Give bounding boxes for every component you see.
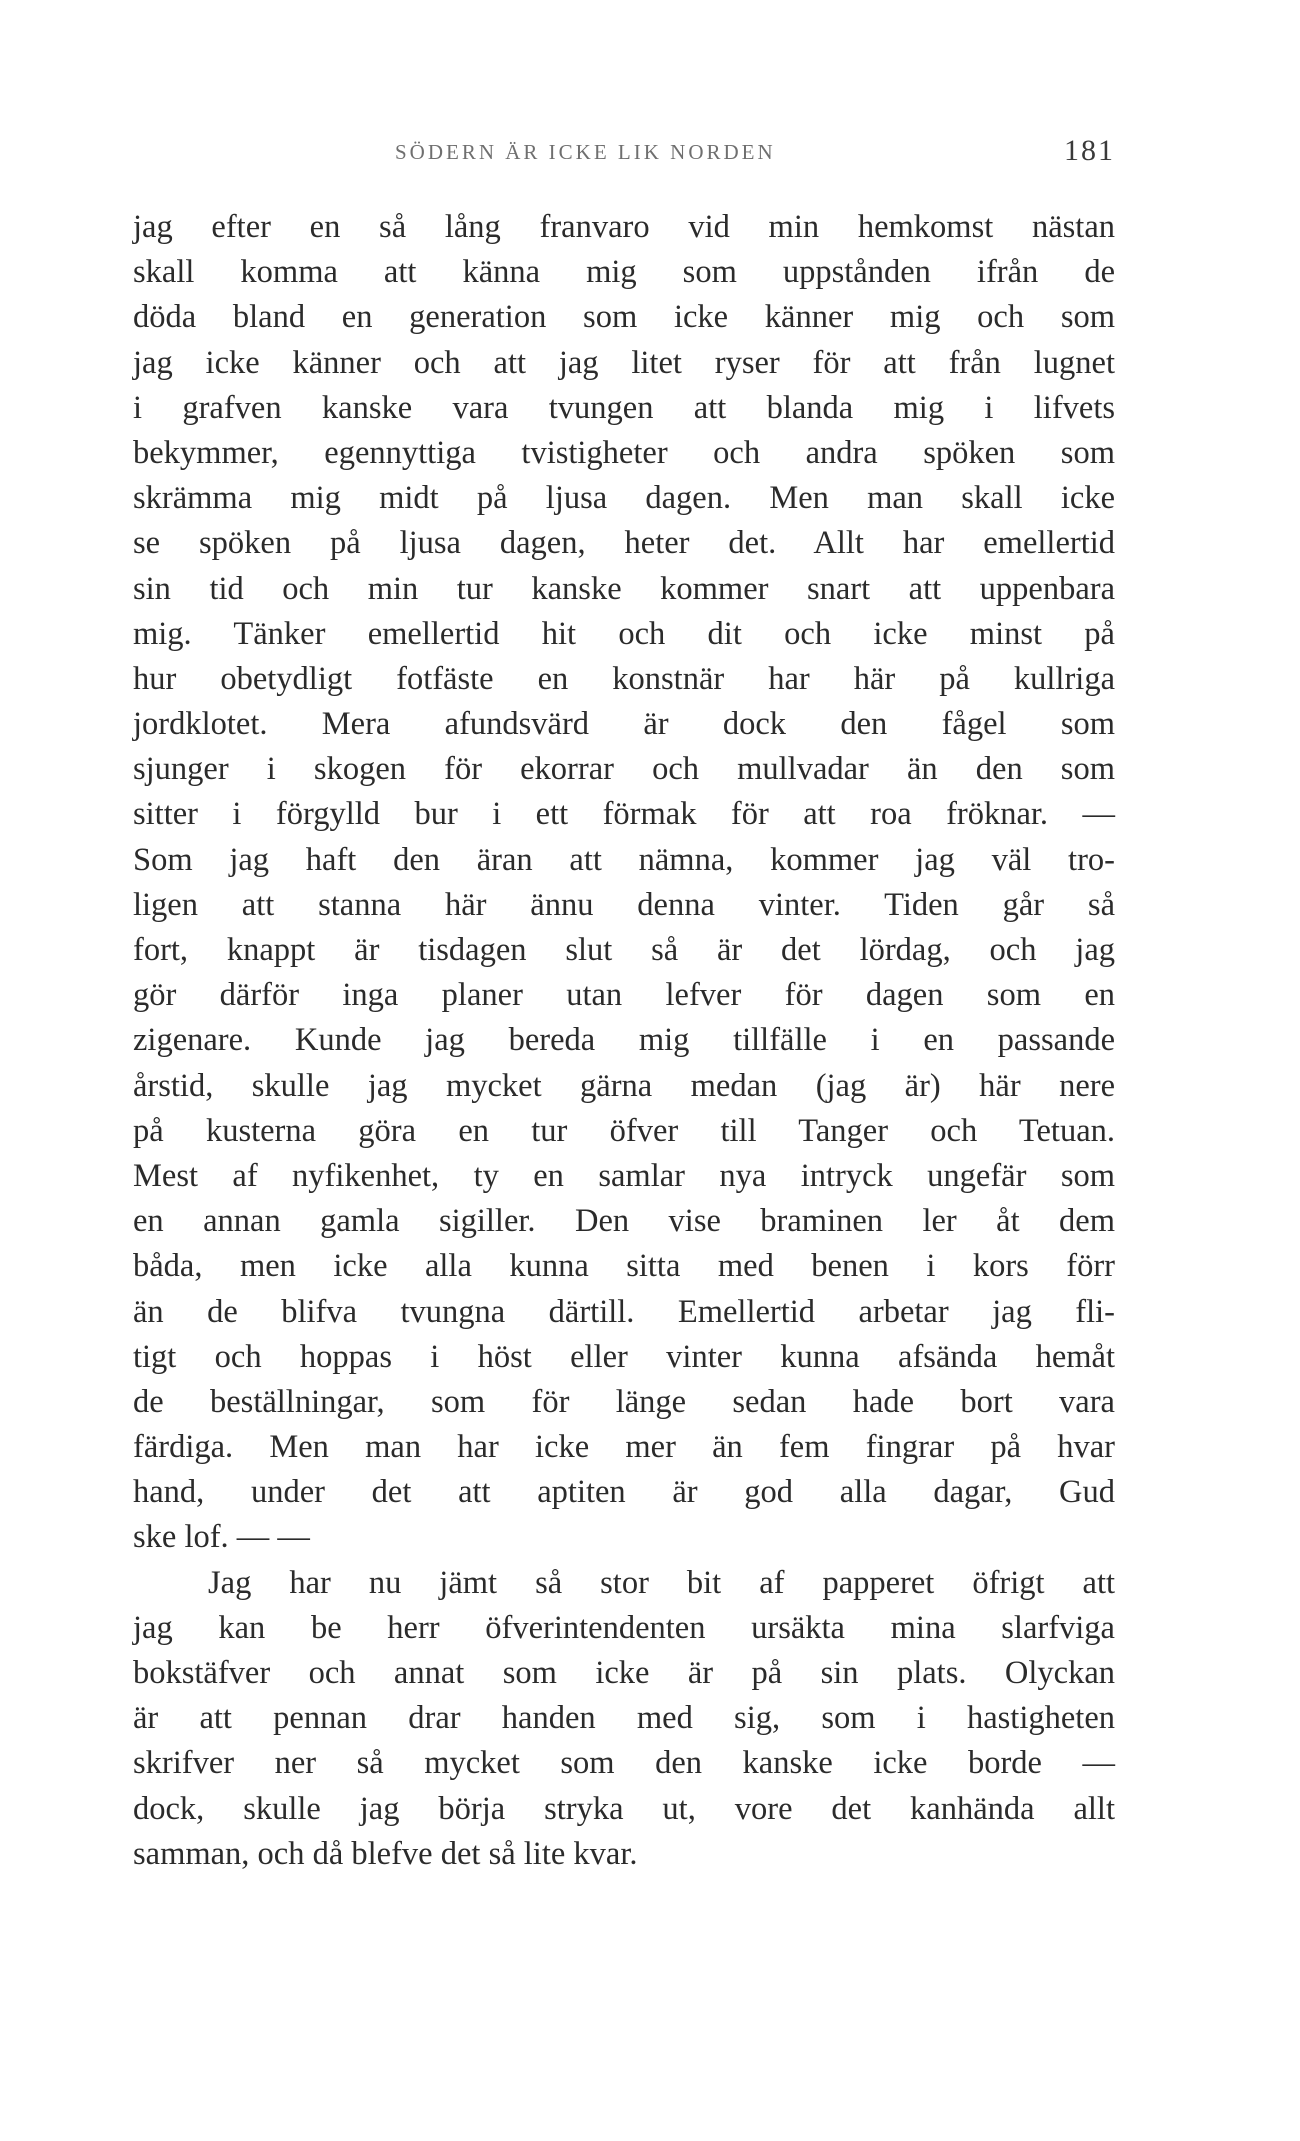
text-line: en annan gamla sigiller. Den vise braminen ler åt dem (133, 1203, 1115, 1240)
text-line: Jag har nu jämt så stor bit af papperet öfrigt att (208, 1564, 1115, 1601)
text-line: färdiga. Men man har icke mer än fem fingrar på hvar (133, 1429, 1115, 1466)
text-line: fort, knappt är tisdagen slut så är det lördag, och jag (133, 932, 1115, 968)
text-line: jag kan be herr öfverintendenten ursäkta mina slarfviga (133, 1609, 1115, 1646)
paragraph (133, 1561, 1115, 1877)
text-line: ske lof. — — (133, 1519, 310, 1556)
text-line: gör därför inga planer utan lefver för dagen som en (133, 977, 1115, 1014)
text-line: årstid, skulle jag mycket gärna medan (jag är) här nere (133, 1067, 1115, 1104)
text-line: skall komma att känna mig som uppstånden ifrån de (133, 254, 1115, 291)
running-title: SÖDERN ÄR ICKE LIK NORDEN (395, 140, 776, 164)
page-number: 181 (1064, 134, 1115, 167)
text-line: hand, under det att aptiten är god alla dagar, Gud (133, 1474, 1115, 1511)
text-line: döda bland en generation som icke känner mig och som (133, 299, 1115, 336)
text-line: se spöken på ljusa dagen, heter det. Allt har emellertid (133, 525, 1115, 562)
body-text (133, 205, 1115, 1877)
text-line: jag efter en så lång franvaro vid min hemkomst nästan (133, 209, 1115, 245)
text-line: än de blifva tvungna därtill. Emellertid arbetar jag fli- (133, 1293, 1115, 1330)
text-line: jag icke känner och att jag litet ryser för att från lugnet (133, 344, 1115, 381)
text-line: sitter i förgylld bur i ett förmak för att roa fröknar. — (133, 796, 1115, 833)
text-line: bekymmer, egennyttiga tvistigheter och andra spöken som (133, 434, 1115, 471)
text-line: samman, och då blefve det så lite kvar. (133, 1835, 638, 1872)
text-line: bokstäfver och annat som icke är på sin plats. Olyckan (133, 1655, 1115, 1691)
text-line: på kusterna göra en tur öfver till Tanger och Tetuan. (133, 1112, 1115, 1149)
text-line: mig. Tänker emellertid hit och dit och icke minst på (133, 615, 1115, 652)
text-line: båda, men icke alla kunna sitta med benen i kors förr (133, 1248, 1115, 1285)
text-line: ligen att stanna här ännu denna vinter. Tiden går så (133, 886, 1115, 923)
text-line: de beställningar, som för länge sedan hade bort vara (133, 1383, 1115, 1420)
text-line: jordklotet. Mera afundsvärd är dock den fågel som (133, 706, 1115, 743)
text-line: skrämma mig midt på ljusa dagen. Men man skall icke (133, 480, 1115, 517)
text-line: skrifver ner så mycket som den kanske icke borde — (133, 1745, 1115, 1782)
text-line: hur obetydligt fotfäste en konstnär har här på kullriga (133, 660, 1115, 697)
text-line: zigenare. Kunde jag bereda mig tillfälle i en passande (133, 1022, 1115, 1059)
text-line: Mest af nyfikenhet, ty en samlar nya intryck ungefär som (133, 1157, 1115, 1194)
text-line: Som jag haft den äran att nämna, kommer jag väl tro- (133, 841, 1115, 878)
text-line: är att pennan drar handen med sig, som i hastigheten (133, 1700, 1115, 1737)
text-line: sin tid och min tur kanske kommer snart att uppenbara (133, 570, 1115, 607)
text-line: i grafven kanske vara tvungen att blanda mig i lifvets (133, 389, 1115, 426)
text-line: sjunger i skogen för ekorrar och mullvadar än den som (133, 751, 1115, 788)
text-line: tigt och hoppas i höst eller vinter kunna afsända hemåt (133, 1338, 1115, 1375)
text-line: dock, skulle jag börja stryka ut, vore det kanhända allt (133, 1790, 1115, 1827)
paragraph (133, 205, 1115, 1561)
